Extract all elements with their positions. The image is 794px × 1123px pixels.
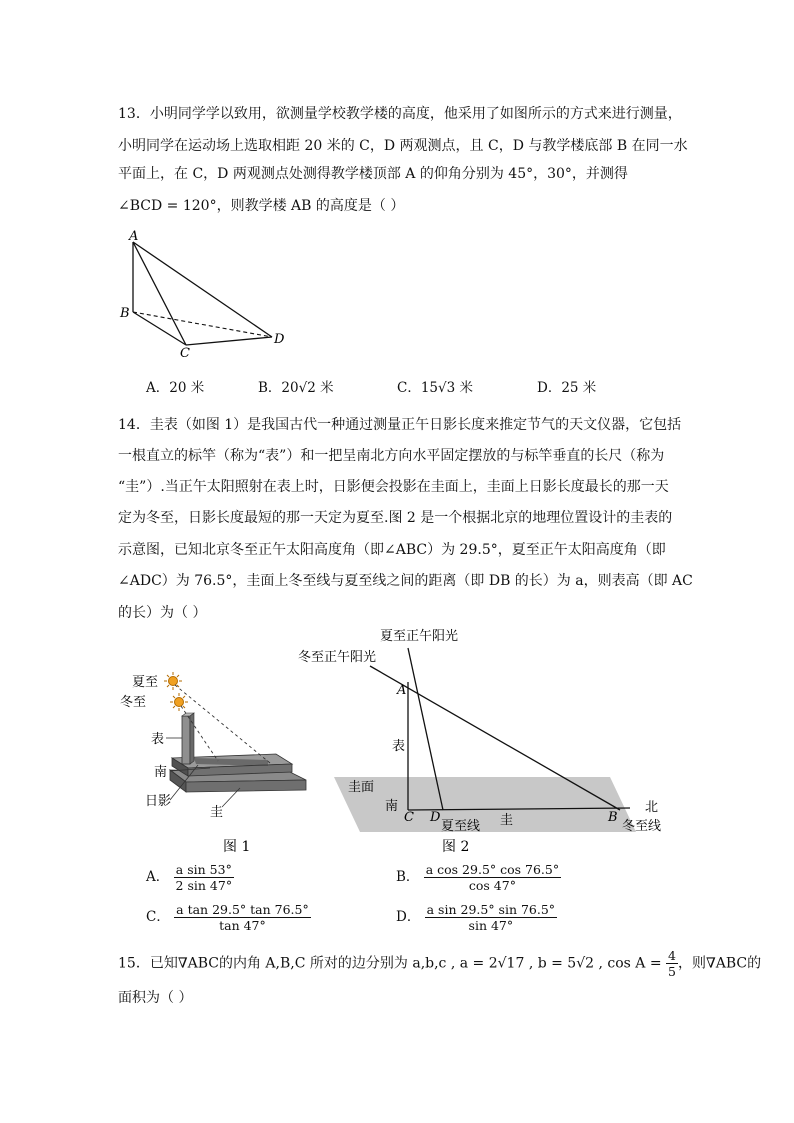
fig1-caption: 图 1 (223, 839, 251, 855)
q13-line-3: 平面上，在 C，D 两观测点处测得教学楼顶部 A 的仰角分别为 45°，30°，并测得 (118, 166, 628, 182)
fig2-winter-line-label: 冬至线 (622, 819, 662, 834)
fig2-surface-label: 圭面 (348, 780, 375, 795)
q13-label-a: A (129, 229, 139, 244)
q13-figure (115, 228, 295, 361)
q14-option-a-denominator: 2 sin 47° (175, 878, 233, 893)
fig1-winter-label: 冬至 (120, 695, 147, 710)
sun-icon-winter (170, 693, 188, 711)
fig1-gui-label: 圭 (210, 805, 224, 820)
q14-option-a-numerator: a sin 53° (174, 862, 235, 878)
q14-option-b-numerator: a cos 29.5° cos 76.5° (425, 862, 560, 877)
fig2-label-b: B (608, 810, 618, 825)
q14-line-5: 示意图，已知北京冬至正午太阳高度角（即∠ABC）为 29.5°，夏至正午太阳高度角（即 (118, 542, 666, 558)
fig1-gnomon-label: 表 (151, 732, 165, 747)
q14-option-d-denominator: sin 47° (468, 918, 514, 933)
q14-option-c-label: C． (146, 909, 170, 925)
q14-line-1: 14．圭表（如图 1）是我国古代一种通过测量正午日影长度来推定节气的天文仪器，它包括 (118, 417, 682, 433)
q14-option-a[interactable] (146, 862, 234, 893)
q15-suffix: ，则∇ABC的 (678, 955, 762, 972)
fig2-label-a: A (397, 683, 407, 698)
q13-option-c[interactable]: C．15√3 米 (397, 380, 473, 396)
q13-label-b: B (120, 306, 130, 321)
q13-option-a[interactable]: A．20 米 (146, 380, 205, 396)
q13-line-2: 小明同学在运动场上选取相距 20 米的 C，D 两观测点，且 C，D 与教学楼底部 B 在同一水 (118, 138, 688, 154)
fig1-summer-label: 夏至 (132, 675, 159, 690)
q15-line-1 (118, 948, 761, 979)
q14-line-2: 一根直立的标竿（称为“表”）和一把呈南北方向水平固定摆放的与标竿垂直的长尺（称为 (118, 448, 665, 464)
q15-triangle: ∇ABC (177, 955, 219, 972)
fig2-gui-label: 圭 (500, 813, 514, 828)
q13-option-d[interactable]: D．25 米 (537, 380, 597, 396)
q13-option-b[interactable]: B．20√2 米 (258, 380, 334, 396)
q15-prefix: 15．已知 (118, 955, 178, 972)
sun-icon-summer (164, 672, 182, 690)
q14-option-a-fraction (174, 862, 235, 893)
q14-option-b-fraction (424, 862, 561, 893)
fig2-caption: 图 2 (442, 839, 470, 855)
q14-figure-2 (290, 622, 680, 858)
q13-line-4: ∠BCD = 120°，则教学楼 AB 的高度是（ ） (118, 198, 405, 214)
q14-line-4: 定为冬至，日影长度最短的那一天定为夏至.图 2 是一个根据北京的地理位置设计的圭表的 (118, 510, 673, 526)
q15-cos-numerator: 4 (668, 948, 676, 963)
fig2-winter-light-label: 冬至正午阳光 (298, 650, 377, 665)
fig2-label-d: D (430, 810, 441, 825)
q14-line-7: 的长）为（ ） (118, 605, 207, 621)
q13-label-c: C (180, 346, 190, 361)
q14-option-d-fraction (425, 902, 557, 933)
fig1-shadow-label: 日影 (145, 794, 172, 809)
fig2-north-label: 北 (645, 800, 659, 815)
q14-option-d-label: D． (396, 909, 421, 925)
fig2-summer-line-label: 夏至线 (441, 819, 481, 834)
fig2-south-label: 南 (385, 799, 399, 814)
q15-cos-fraction (666, 948, 678, 979)
q14-option-d-numerator: a sin 29.5° sin 76.5° (426, 902, 556, 917)
fig1-south-label: 南 (154, 765, 168, 780)
q15-cos-denominator: 5 (668, 964, 676, 979)
q14-option-c-numerator: a tan 29.5° tan 76.5° (176, 902, 309, 917)
fig2-label-c: C (404, 810, 414, 825)
q14-line-6: ∠ADC）为 76.5°，圭面上冬至线与夏至线之间的距离（即 DB 的长）为 a，则表高（即 AC (118, 573, 693, 589)
q14-option-c[interactable] (146, 902, 311, 933)
fig2-summer-light-label: 夏至正午阳光 (380, 629, 459, 644)
q14-line-3: “圭”）.当正午太阳照射在表上时，日影便会投影在圭面上，圭面上日影长度最长的那一天 (118, 479, 669, 495)
q14-option-a-label: A． (146, 869, 170, 885)
q14-option-b-denominator: cos 47° (468, 878, 516, 893)
q13-line-1: 13．小明同学学以致用，欲测量学校教学楼的高度，他采用了如图所示的方式来进行测量， (118, 106, 682, 122)
q14-option-c-denominator: tan 47° (219, 918, 266, 933)
q14-option-d[interactable] (396, 902, 557, 933)
q14-figure-1 (118, 668, 318, 858)
q14-option-b[interactable] (396, 862, 561, 893)
q15-mid: 的内角 A,B,C 所对的边分别为 a,b,c , a = 2√17 , b = 5√2 , cos A = (218, 955, 662, 972)
fig2-gnomon-label: 表 (392, 739, 406, 754)
q14-option-b-label: B． (396, 869, 420, 885)
q14-option-c-fraction (174, 902, 311, 933)
q15-line-2: 面积为（ ） (118, 990, 193, 1006)
q13-label-d: D (274, 332, 285, 347)
